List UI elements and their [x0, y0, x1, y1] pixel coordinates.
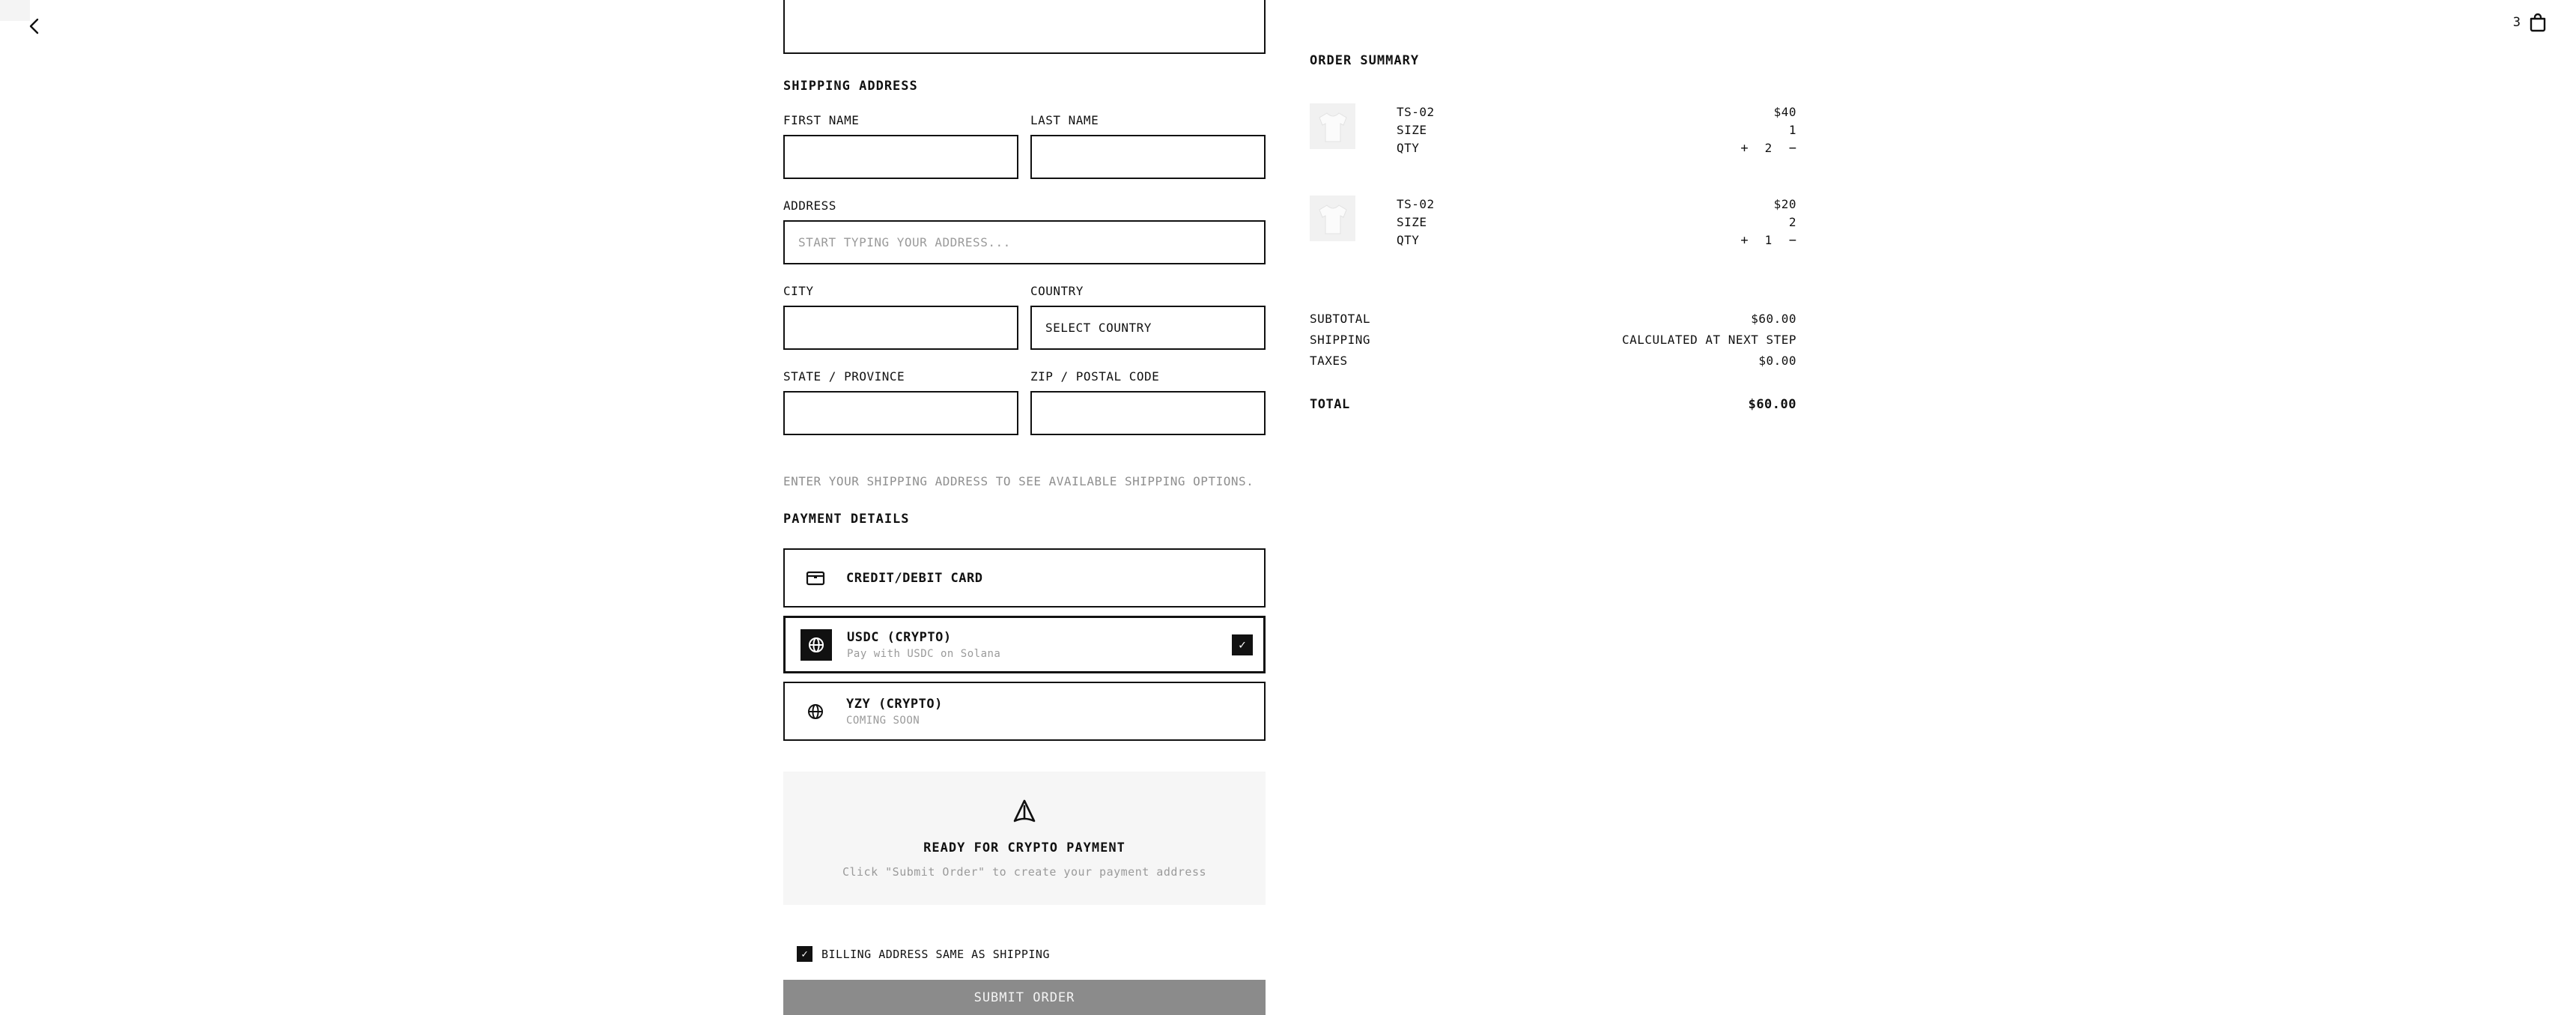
order-summary-heading: ORDER SUMMARY [1310, 53, 1420, 68]
item-size-value: 1 [1788, 123, 1796, 137]
billing-checkbox[interactable] [797, 946, 812, 962]
payment-option-usdc[interactable] [783, 616, 1266, 673]
address-field [783, 199, 1266, 264]
first-name-label: FIRST NAME [783, 113, 860, 127]
first-name-input[interactable] [783, 135, 1018, 179]
check-icon: ✓ [1239, 637, 1246, 652]
shipping-address-heading: SHIPPING ADDRESS [783, 79, 918, 94]
item-qty-label: QTY [1397, 141, 1420, 155]
checkout-main [783, 0, 1796, 1015]
last-name-field [1030, 113, 1266, 179]
crypto-ready-panel [783, 772, 1266, 905]
back-button[interactable] [22, 13, 48, 39]
payment-option-card[interactable] [783, 548, 1266, 608]
checkout-form-column [783, 0, 1266, 1015]
city-label: CITY [783, 284, 814, 298]
product-thumbnail [1310, 196, 1355, 241]
country-field [1030, 284, 1266, 350]
product-thumbnail [1310, 103, 1355, 149]
check-icon: ✓ [801, 948, 808, 960]
item-name: TS-02 [1397, 105, 1435, 119]
country-label: COUNTRY [1030, 284, 1084, 298]
order-item [1310, 196, 1796, 249]
zip-field [1030, 369, 1266, 435]
zip-label: ZIP / POSTAL CODE [1030, 369, 1160, 384]
item-name: TS-02 [1397, 197, 1435, 211]
city-input[interactable] [783, 306, 1018, 350]
crypto-ready-subtitle: Click "Submit Order" to create your payment address [842, 864, 1207, 879]
payment-option-usdc-subtitle: Pay with USDC on Solana [847, 647, 1001, 660]
state-label: STATE / PROVINCE [783, 369, 905, 384]
shipping-options-note: ENTER YOUR SHIPPING ADDRESS TO SEE AVAILABLE SHIPPING OPTIONS. [783, 474, 1254, 488]
cropped-top-input[interactable] [783, 0, 1266, 54]
payment-option-yzy[interactable] [783, 682, 1266, 741]
tshirt-image [1313, 107, 1352, 146]
payment-option-yzy-subtitle: COMING SOON [846, 714, 920, 727]
item-price: $20 [1773, 197, 1796, 211]
item-price: $40 [1773, 105, 1796, 119]
city-field [783, 284, 1018, 350]
shipping-value: CALCULATED AT NEXT STEP [1621, 333, 1796, 347]
item-size-value: 2 [1788, 215, 1796, 229]
last-name-label: LAST NAME [1030, 113, 1099, 127]
taxes-label: TAXES [1310, 354, 1348, 368]
item-qty-label: QTY [1397, 233, 1420, 247]
qty-decrease-button[interactable]: − [1788, 233, 1796, 248]
qty-decrease-button[interactable]: − [1788, 141, 1796, 156]
item-size-label: SIZE [1397, 215, 1427, 229]
crypto-ready-title: READY FOR CRYPTO PAYMENT [923, 840, 1126, 855]
payment-details-heading: PAYMENT DETAILS [783, 512, 910, 527]
usdc-selected-checkbox[interactable] [1232, 634, 1253, 655]
item-size-label: SIZE [1397, 123, 1427, 137]
order-item [1310, 103, 1796, 157]
shipping-label: SHIPPING [1310, 333, 1371, 347]
address-label: ADDRESS [783, 199, 836, 213]
subtotal-value: $60.00 [1751, 312, 1796, 326]
cart-count: 3 [2512, 15, 2521, 30]
country-select[interactable] [1030, 306, 1266, 350]
navigation-arrow-icon [1011, 799, 1038, 824]
taxes-value: $0.00 [1758, 354, 1796, 368]
usdc-coin-icon [801, 629, 832, 661]
first-name-field [783, 113, 1018, 179]
address-input[interactable] [783, 220, 1266, 264]
order-summary-column [1310, 0, 1796, 1015]
submit-order-button[interactable]: SUBMIT ORDER [783, 980, 1266, 1015]
state-input[interactable] [783, 391, 1018, 435]
cart-area[interactable] [2513, 12, 2548, 33]
qty-increase-button[interactable]: + [1740, 233, 1749, 248]
billing-checkbox-label: BILLING ADDRESS SAME AS SHIPPING [821, 947, 1050, 961]
chevron-left-icon [25, 16, 45, 36]
credit-card-icon [806, 570, 825, 587]
state-field [783, 369, 1018, 435]
country-select-value: SELECT COUNTRY [1045, 321, 1152, 335]
payment-option-usdc-title: USDC (CRYPTO) [847, 629, 952, 645]
zip-input[interactable] [1030, 391, 1266, 435]
qty-increase-button[interactable]: + [1740, 141, 1749, 156]
item-qty-value: 2 [1764, 141, 1772, 155]
total-label: TOTAL [1310, 397, 1350, 412]
total-value: $60.00 [1748, 397, 1796, 412]
item-qty-value: 1 [1764, 233, 1772, 247]
globe-icon [806, 702, 825, 721]
tshirt-image [1313, 199, 1352, 238]
last-name-input[interactable] [1030, 135, 1266, 179]
payment-option-yzy-title: YZY (CRYPTO) [846, 696, 943, 712]
subtotal-label: SUBTOTAL [1310, 312, 1371, 326]
billing-same-as-shipping-row[interactable] [783, 946, 1266, 962]
totals-section [1310, 309, 1796, 415]
shopping-bag-icon [2528, 12, 2548, 33]
payment-option-card-title: CREDIT/DEBIT CARD [846, 570, 983, 586]
